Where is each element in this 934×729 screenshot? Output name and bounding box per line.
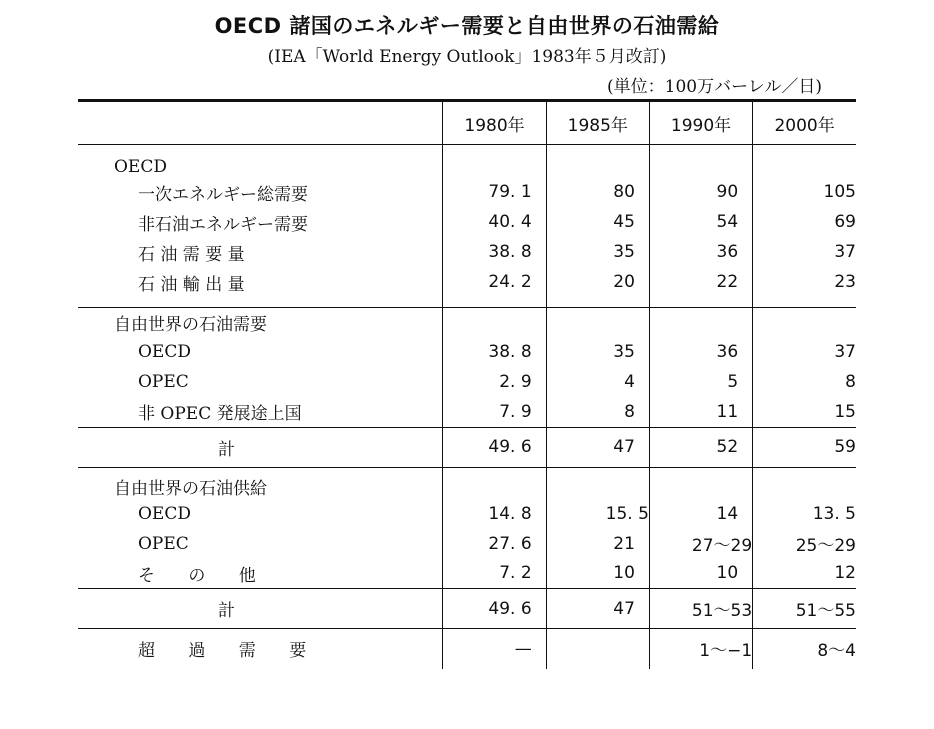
cell-value: 24. 2 bbox=[443, 267, 546, 297]
cell-value: 8 bbox=[753, 367, 856, 397]
total-row bbox=[78, 427, 856, 467]
unit-label: (単位：100万バーレル／日) bbox=[607, 77, 822, 97]
table-row bbox=[78, 529, 856, 559]
column-header: 1990年 bbox=[649, 101, 752, 145]
cell-value: 12 bbox=[753, 559, 856, 589]
page-subtitle: (IEA「World Energy Outlook」1983年５月改訂) bbox=[267, 47, 667, 67]
cell-value: 37 bbox=[753, 237, 856, 267]
cell-value: 23 bbox=[753, 267, 856, 297]
row-label: 石 油 需 要 量 bbox=[138, 244, 245, 265]
cell-value: 49. 6 bbox=[443, 427, 546, 467]
cell-value: 49. 6 bbox=[443, 589, 546, 629]
row-label: OPEC bbox=[138, 533, 189, 554]
cell-value: 38. 8 bbox=[443, 337, 546, 367]
cell-value: 47 bbox=[546, 427, 649, 467]
cell-value: 69 bbox=[753, 207, 856, 237]
data-table bbox=[78, 99, 856, 669]
section-gap bbox=[78, 297, 856, 307]
column-header: 1985年 bbox=[546, 101, 649, 145]
row-label: 一次エネルギー総需要 bbox=[138, 184, 308, 205]
table-row bbox=[78, 367, 856, 397]
cell-value: 15 bbox=[753, 397, 856, 427]
table-row bbox=[78, 397, 856, 427]
cell-value: 79. 1 bbox=[443, 177, 546, 207]
section-title-row bbox=[78, 467, 856, 499]
table-row bbox=[78, 267, 856, 297]
section-title-row bbox=[78, 145, 856, 178]
cell-value: 7. 2 bbox=[443, 559, 546, 589]
cell-value: 51〜53 bbox=[649, 589, 752, 629]
cell-value: 15. 5 bbox=[546, 499, 649, 529]
cell-value: 80 bbox=[546, 177, 649, 207]
row-label: OECD bbox=[138, 503, 191, 524]
table-row bbox=[78, 337, 856, 367]
cell-value: 10 bbox=[546, 559, 649, 589]
table-row bbox=[78, 237, 856, 267]
row-label: OPEC bbox=[138, 372, 189, 392]
cell-value: 36 bbox=[649, 337, 752, 367]
table-row bbox=[78, 499, 856, 529]
cell-value: 54 bbox=[649, 207, 752, 237]
cell-value: 38. 8 bbox=[443, 237, 546, 267]
column-header: 2000年 bbox=[753, 101, 856, 145]
cell-value: 27. 6 bbox=[443, 529, 546, 559]
cell-value: 35 bbox=[546, 337, 649, 367]
column-header: 1980年 bbox=[443, 101, 546, 145]
table-row bbox=[78, 207, 856, 237]
cell-value: 47 bbox=[546, 589, 649, 629]
row-label: OECD bbox=[138, 342, 191, 362]
cell-value: 4 bbox=[546, 367, 649, 397]
table-header-row bbox=[78, 101, 856, 145]
row-label: 非石油エネルギー需要 bbox=[138, 214, 308, 235]
section-title: OECD bbox=[114, 157, 167, 177]
cell-value: 13. 5 bbox=[753, 499, 856, 529]
total-label: 計 bbox=[218, 439, 235, 460]
cell-value: 45 bbox=[546, 207, 649, 237]
cell-value: 52 bbox=[649, 427, 752, 467]
cell-value: 20 bbox=[546, 267, 649, 297]
cell-value: 59 bbox=[753, 427, 856, 467]
cell-value: 51〜55 bbox=[753, 589, 856, 629]
cell-value: 14 bbox=[649, 499, 752, 529]
cell-value: 27〜29 bbox=[649, 529, 752, 559]
row-label: 石 油 輸 出 量 bbox=[138, 274, 245, 295]
cell-value: 2. 9 bbox=[443, 367, 546, 397]
cell-value: 7. 9 bbox=[443, 397, 546, 427]
cell-value: 8 bbox=[546, 397, 649, 427]
cell-value: 35 bbox=[546, 237, 649, 267]
row-label: そ の 他 bbox=[138, 565, 270, 586]
cell-value: 21 bbox=[546, 529, 649, 559]
cell-value: 25〜29 bbox=[753, 529, 856, 559]
cell-value: 40. 4 bbox=[443, 207, 546, 237]
total-label: 計 bbox=[218, 601, 235, 621]
cell-value: 36 bbox=[649, 237, 752, 267]
row-label: 非 OPEC 発展途上国 bbox=[138, 404, 302, 425]
section-title-row bbox=[78, 307, 856, 337]
excess-demand-row bbox=[78, 629, 856, 669]
excess-label: 超 過 需 要 bbox=[138, 641, 321, 662]
cell-value: 37 bbox=[753, 337, 856, 367]
cell-value: 14. 8 bbox=[443, 499, 546, 529]
cell-value: 90 bbox=[649, 177, 752, 207]
cell-value bbox=[546, 629, 649, 669]
cell-value: 5 bbox=[649, 367, 752, 397]
cell-value: 22 bbox=[649, 267, 752, 297]
total-row bbox=[78, 589, 856, 629]
table-row bbox=[78, 559, 856, 589]
section-title: 自由世界の石油需要 bbox=[114, 314, 267, 335]
table-row bbox=[78, 177, 856, 207]
cell-value: 10 bbox=[649, 559, 752, 589]
header-blank bbox=[78, 101, 443, 145]
cell-value: 1〜−1 bbox=[649, 629, 752, 669]
page-title: OECD 諸国のエネルギー需要と自由世界の石油需給 bbox=[214, 14, 720, 38]
cell-value: 105 bbox=[753, 177, 856, 207]
cell-value: 8〜4 bbox=[753, 629, 856, 669]
section-title: 自由世界の石油供給 bbox=[114, 478, 267, 499]
cell-value: — bbox=[443, 629, 546, 669]
cell-value: 11 bbox=[649, 397, 752, 427]
